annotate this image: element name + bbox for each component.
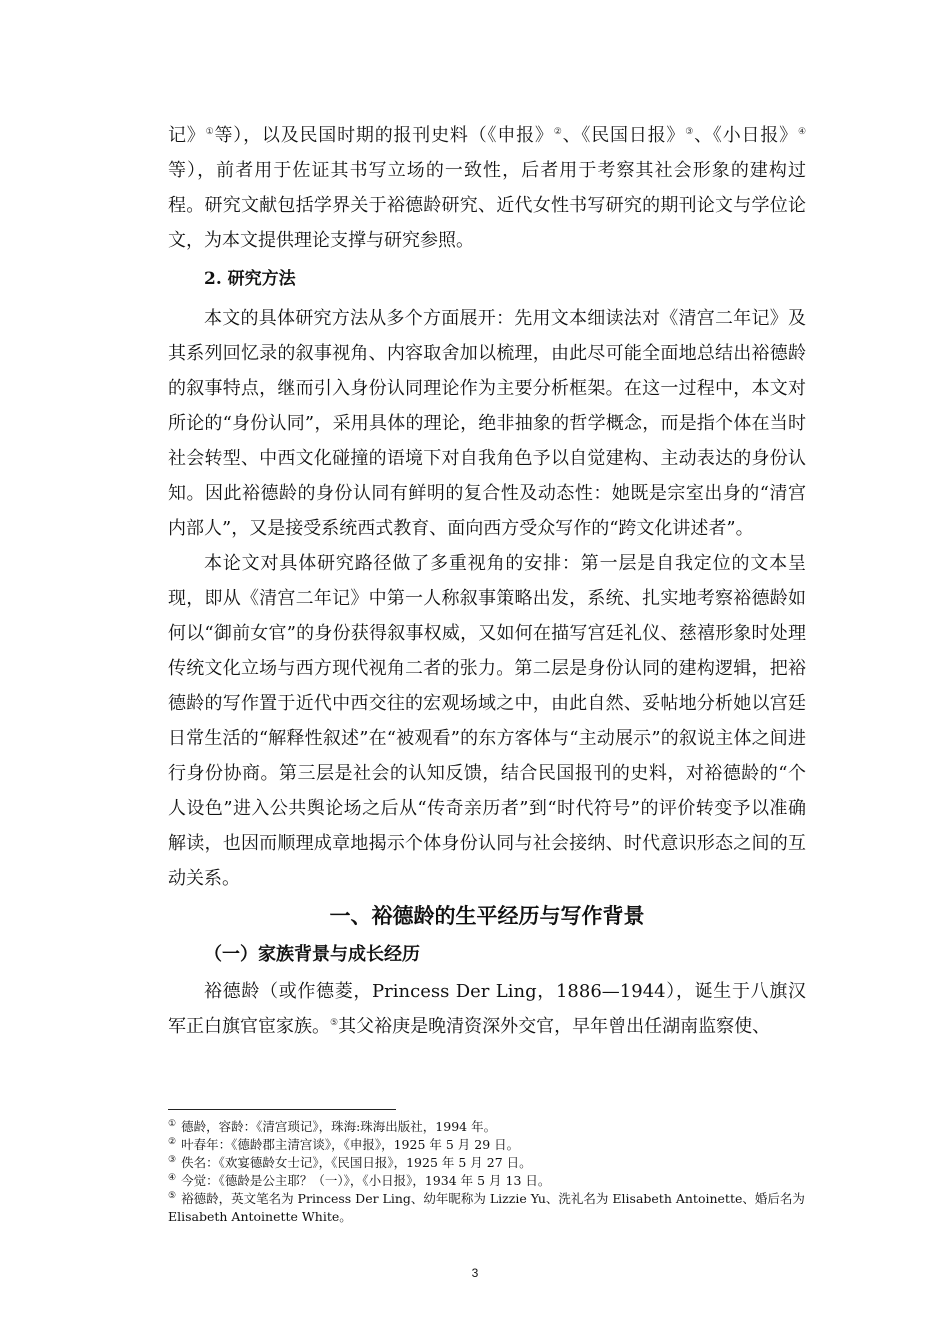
footnote-4 [168, 1172, 808, 1190]
chapter-heading: 一、裕德龄的生平经历与写作背景 [329, 903, 645, 928]
text-run: 、《小日报》 [694, 125, 798, 146]
footnote-5 [168, 1190, 808, 1226]
footnote-text: 佚名：《欢宴德龄女士记》，《民国日报》，1925 年 5 月 27 日。 [181, 1155, 532, 1170]
footnote-1 [168, 1118, 808, 1136]
footnote-text: 叶春年：《德龄郡主清宫谈》，《申报》，1925 年 5 月 29 日。 [181, 1137, 520, 1152]
footnote-2 [168, 1136, 808, 1154]
subsection-heading: （一）家族背景与成长经历 [204, 944, 420, 965]
footnotes [168, 1118, 808, 1226]
footnote-mark: ② [168, 1136, 177, 1147]
footnote-separator [168, 1109, 396, 1110]
section-heading-methods: 2. 研究方法 [204, 269, 296, 289]
footnote-marker-1[interactable]: ① [205, 127, 215, 137]
paragraph-sources [168, 118, 806, 258]
text-run: 裕德龄（或作德菱，Princess Der Ling，1886—1944），诞生于八旗汉军正白旗官宦家族。 [168, 981, 806, 1037]
paragraph-methods: 本文的具体研究方法从多个方面展开：先用文本细读法对《清宫二年记》及其系列回忆录的叙事视角、内容取舍加以梳理，由此尽可能全面地总结出裕德龄的叙事特点，继而引入身份认同理论作为主要分析框架。在这一过程中，本文对所论的“身份认同”，采用具体的理论，绝非抽象的哲学概念，而是指个体在当时社会转型、中西文化碰撞的语境下对自我角色予以自觉建构、主动表达的身份认知。因此裕德龄的身份认同有鲜明的复合性及动态性：她既是宗室出身的“清宫内部人”，又是接受系统西式教育、面向西方受众写作的“跨文化讲述者”。 [168, 308, 806, 539]
text-run: 、《民国日报》 [562, 125, 686, 146]
body-text [168, 118, 806, 1044]
footnote-text: 德龄，容龄：《清宫琐记》，珠海:珠海出版社，1994 年。 [181, 1119, 497, 1134]
footnote-mark: ① [168, 1118, 177, 1129]
footnote-marker-3[interactable]: ③ [685, 127, 695, 137]
footnote-mark: ④ [168, 1172, 177, 1183]
text-run: 等），以及民国时期的报刊史料（《申报》 [214, 125, 554, 146]
text-run: 其父裕庚是晚清资深外交官，早年曾出任湖南监察使、 [338, 1016, 771, 1037]
paragraph-family-background [168, 974, 806, 1044]
footnote-marker-5[interactable]: ⑤ [330, 1018, 339, 1028]
footnote-marker-4[interactable]: ④ [797, 127, 807, 137]
text-run: 记》 [168, 125, 206, 146]
footnote-text: 裕德龄，英文笔名为 Princess Der Ling、幼年昵称为 Lizzie Yu、洗礼名为 Elisabeth Antoinette、婚后名为 Elisabeth Antoinette White。 [168, 1191, 805, 1224]
text-run: 等），前者用于佐证其书写立场的一致性，后者用于考察其社会形象的建构过程。研究文献包括学界关于裕德龄研究、近代女性书写研究的期刊论文与学位论文，为本文提供理论支撑与研究参照。 [168, 160, 806, 251]
footnote-3 [168, 1154, 808, 1172]
footnote-mark: ⑤ [168, 1190, 177, 1201]
footnote-marker-2[interactable]: ② [553, 127, 563, 137]
paragraph-research-path: 本论文对具体研究路径做了多重视角的安排：第一层是自我定位的文本呈现，即从《清宫二年记》中第一人称叙事策略出发，系统、扎实地考察裕德龄如何以“御前女官”的身份获得叙事权威，又如何在描写宫廷礼仪、慈禧形象时处理传统文化立场与西方现代视角二者的张力。第二层是身份认同的建构逻辑，把裕德龄的写作置于近代中西交往的宏观场域之中，由此自然、妥帖地分析她以宫廷日常生活的“解释性叙述”在“被观看”的东方客体与“主动展示”的叙说主体之间进行身份协商。第三层是社会的认知反馈，结合民国报刊的史料，对裕德龄的“个人设色”进入公共舆论场之后从“传奇亲历者”到“时代符号”的评价转变予以准确解读，也因而顺理成章地揭示个体身份认同与社会接纳、时代意识形态之间的互动关系。 [168, 553, 806, 889]
page-number: 3 [471, 1266, 479, 1280]
footnote-text: 今觉：《德龄是公主耶？（一）》，《小日报》，1934 年 5 月 13 日。 [181, 1173, 551, 1188]
footnote-mark: ③ [168, 1154, 177, 1165]
